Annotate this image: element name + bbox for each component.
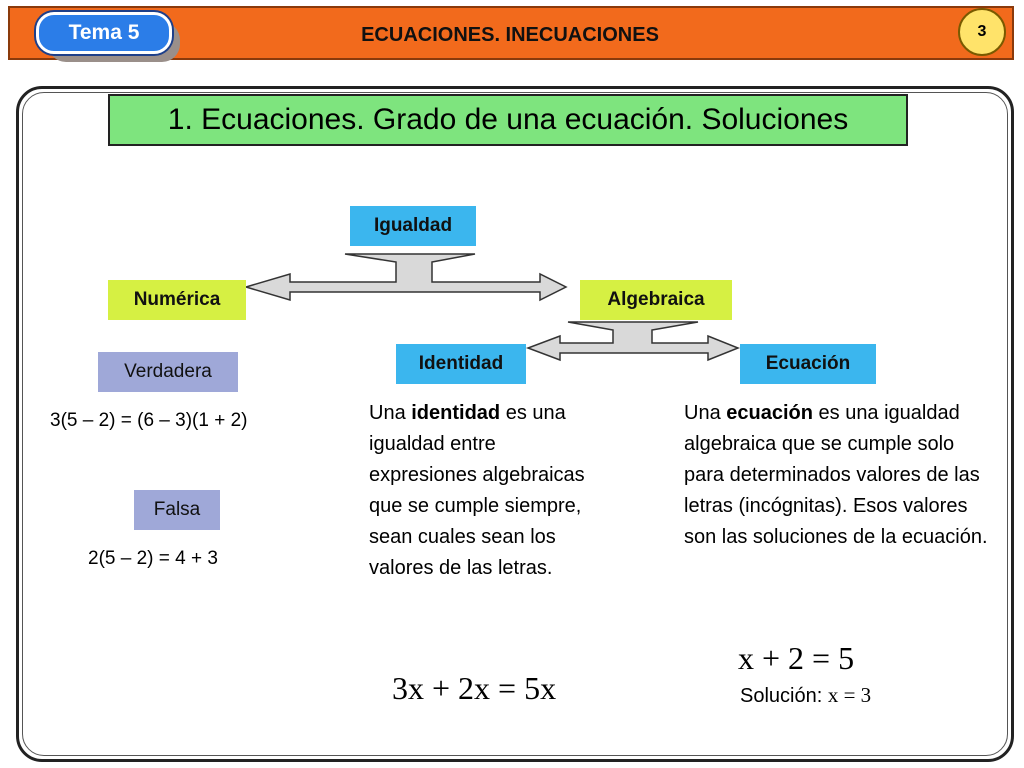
algebraica-branch-arrow [528, 322, 738, 360]
identidad-definition [369, 398, 599, 584]
ecuacion-definition-start: Una [684, 402, 727, 424]
ecuacion-math-example: x + 2 = 5 [738, 640, 855, 676]
page-number: 3 [958, 8, 1006, 56]
igualdad-box: Igualdad [350, 206, 476, 246]
verdadera-example: 3(5 – 2) = (6 – 3)(1 + 2) [50, 410, 248, 431]
verdadera-box: Verdadera [98, 352, 238, 392]
igualdad-branch-arrow [246, 254, 566, 300]
identidad-definition-rest: es una igualdad entre expresiones algebraicas que se cumple siempre, sean cuales sean los valores de las letras. [369, 402, 585, 579]
ecuacion-box: Ecuación [740, 344, 876, 384]
solucion-line [740, 683, 871, 708]
numerica-box: Numérica [108, 280, 246, 320]
ecuacion-definition-term: ecuación [726, 402, 813, 424]
solucion-value: x = 3 [827, 683, 872, 707]
identidad-definition-term: identidad [411, 402, 501, 424]
section-title: 1. Ecuaciones. Grado de una ecuación. Soluciones [108, 94, 908, 146]
identidad-definition-start: Una [369, 402, 412, 424]
ecuacion-definition [684, 398, 994, 553]
identidad-math-example: 3x + 2x = 5x [392, 670, 557, 706]
ecuacion-definition-rest: es una igualdad algebraica que se cumple solo para determinados valores de las letras (incógnitas). Esos valores son las soluciones de la ecuación. [684, 402, 988, 548]
tema-badge[interactable]: Tema 5 [36, 12, 172, 54]
falsa-example: 2(5 – 2) = 4 + 3 [88, 548, 218, 569]
falsa-box: Falsa [134, 490, 220, 530]
identidad-box: Identidad [396, 344, 526, 384]
header-title: ECUACIONES. INECUACIONES [361, 24, 659, 46]
solucion-label: Solución: [740, 685, 823, 707]
algebraica-box: Algebraica [580, 280, 732, 320]
